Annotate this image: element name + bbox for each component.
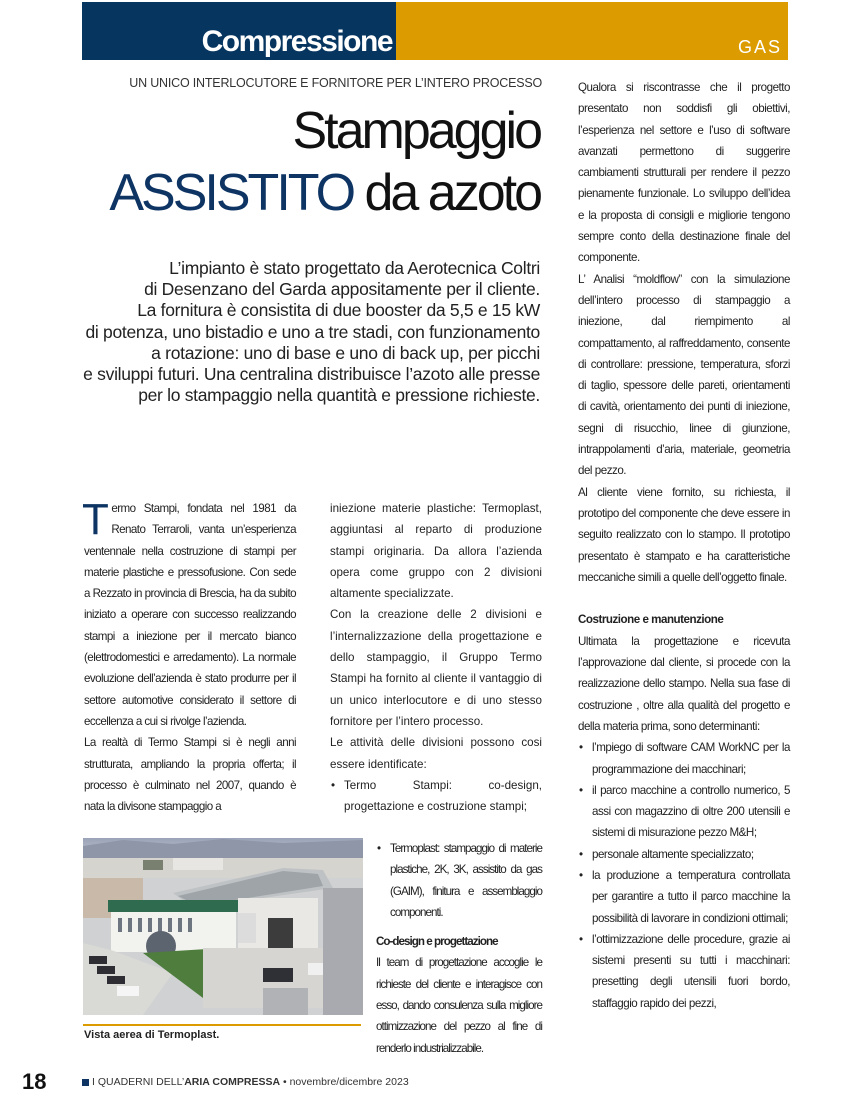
headline-accent: ASSISTITO (109, 164, 354, 222)
paragraph: L’ Analisi “moldflow” con la simulazione dell’intero processo di stampaggio a iniezione, dal riempimento al compattamento, al raffreddamento, consente di controllare: pressione, temperatura, sforzi di taglio, spessore delle pareti, orientamenti di cavità, orientamento dei punti di iniezione, segni di risucchio, linee di giunzione, intrappolamenti d’aria, materiale, geometria del pezzo. (578, 272, 790, 478)
section-banner (82, 2, 788, 60)
lead-line: a rotazione: uno di base e uno di back up, per picchi (151, 342, 540, 363)
square-icon (82, 1079, 89, 1086)
category-label: GAS (737, 37, 782, 57)
subheading: Co-design e progettazione (376, 935, 498, 949)
list-item-text: Termoplast: stampaggio di materie plastiche, 2K, 3K, assistito da gas (GAIM), finitura e assemblaggio componenti. (390, 842, 542, 919)
paragraph (82, 495, 296, 732)
aerial-photo (83, 838, 363, 1015)
headline-line-2 (109, 162, 540, 224)
banner-blue-block (82, 2, 396, 60)
lead-paragraph (83, 258, 540, 406)
subheading: Costruzione e manutenzione (578, 613, 724, 627)
body-column-1 (82, 495, 296, 817)
lead-line: di potenza, uno bistadio e uno a tre stadi, con funzionamento (85, 321, 540, 342)
spacer (578, 588, 790, 609)
bullet-list (330, 775, 542, 818)
list-item (376, 838, 542, 923)
body-column-2 (330, 498, 542, 817)
paragraph: Le attività delle divisioni possono cosi essere identificate: (330, 736, 542, 771)
page-number: 18 (22, 1069, 47, 1094)
headline (109, 100, 540, 224)
list-item: • Termo Stampi: co-design, progettazione e costruzione stampi; (330, 775, 542, 818)
paragraph: La realtà di Termo Stampi si è negli anni strutturata, ampliando la propria offerta; il processo è culminato nel 2007, quando è nata la divisone stampaggio a (84, 736, 296, 814)
magazine-name-prefix: I QUADERNI DELL’ (92, 1076, 185, 1088)
section-title: Compressione (201, 25, 392, 58)
list-item: • il parco macchine a controllo numerico, 5 assi con magazzino di oltre 200 utensili e sistemi di misurazione pezzo M&H; (578, 780, 790, 844)
paragraph-text: ermo Stampi, fondata nel 1981 da Renato Terraroli, vanta un’esperienza ventennale nella costruzione di stampi per materie plastiche e pressofusione. Con sede a Rezzato in provincia di Brescia, ha da subito iniziato a operare con successo realizzando stampi a iniezione per il mercato bianco (elettrodomestici e arredamento). La normale evoluzione dell’azienda è stato produrre per il settore automotive considerato il settore di eccellenza a cui si rivolge l’azienda. (84, 502, 296, 728)
bullet-list (376, 838, 542, 923)
magazine-name-bold: ARIA COMPRESSA (184, 1076, 281, 1088)
magazine-footer (82, 1076, 409, 1088)
lead-line: di Desenzano del Garda appositamente per il cliente. (144, 279, 540, 300)
lead-line: La fornitura è consistita di due booster da 5,5 e 15 kW (137, 300, 540, 321)
list-item: • l’mpiego di software CAM WorkNC per la programmazione dei macchinari; (578, 737, 790, 780)
paragraph: Con la creazione delle 2 divisioni e l’internalizzazione della progettazione e dello stampaggio, il Gruppo Termo Stampi ha fornito al cliente il vantaggio di un unico interlocutore e di uno stesso fornitore per l’intero processo. (330, 608, 542, 728)
lead-line: e sviluppi futuri. Una centralina distribuisce l’azoto alle presse (83, 364, 540, 385)
headline-line-1: Stampaggio (292, 102, 540, 160)
body-column-3 (578, 77, 790, 1014)
drop-cap: T (82, 495, 109, 544)
banner-gold-block (396, 2, 788, 60)
paragraph: iniezione materie plastiche: Termoplast, aggiuntasi al reparto di produzione stampi originaria. Da allora l’azienda opera come gruppo con 2 divisioni altamente specializzate. (330, 502, 542, 601)
list-item: • la produzione a temperatura controllata per garantire a tutto il parco macchine la possibilità di lavorare in condizioni ottimali; (578, 865, 790, 929)
issue-date: • novembre/dicembre 2023 (280, 1076, 409, 1088)
lead-line: L’impianto è stato progettato da Aerotecnica Coltri (169, 258, 540, 278)
list-item: • personale altamente specializzato; (578, 844, 790, 865)
paragraph: Al cliente viene fornito, su richiesta, il prototipo del componente che deve essere in seguito realizzato con lo stampo. Il prototipo presentato è stampato e ha caratteristiche meccaniche simili a quelle dell’oggetto finale. (578, 485, 790, 584)
bullet-list (578, 737, 790, 1014)
headline-rest: da azoto (364, 164, 540, 222)
paragraph: Ultimata la progettazione e ricevuta l’approvazione dal cliente, si procede con la realizzazione dello stampo. Nella sua fase di costruzione , oltre alla qualità del progetto e della materia prima, sono determinanti: (578, 634, 790, 733)
lead-line: per lo stampaggio nella quantità e pressione richieste. (138, 385, 540, 406)
paragraph: Il team di progettazione accoglie le richieste del cliente e interagisce con esso, dando consulenza sulla migliore ottimizzazione del pezzo al fine di renderlo industrializzabile. (376, 956, 542, 1055)
list-item: • l’ottimizzazione delle procedure, grazie ai sistemi presenti su tutti i macchinari: presetting degli utensili fuori bordo, staffaggio rapido dei pezzi, (578, 929, 790, 1014)
paragraph: Qualora si riscontrasse che il progetto presentato non soddisfi gli obiettivi, l’esperienza nel settore e l’uso di software avanzati permettono di suggerire cambiamenti strutturali per rendere il pezzo pienamente funzionale. Lo sviluppo dell’idea e la proposta di consigli e migliorie tengono sempre conto della destinazione finale del componente. (578, 81, 790, 265)
factory-aerial-image (83, 838, 363, 1015)
kicker: UN UNICO INTERLOCUTORE E FORNITORE PER L’INTERO PROCESSO (129, 76, 542, 90)
body-column-2-lower (376, 838, 542, 1059)
caption-rule (83, 1024, 361, 1026)
photo-caption: Vista aerea di Termoplast. (84, 1029, 220, 1041)
